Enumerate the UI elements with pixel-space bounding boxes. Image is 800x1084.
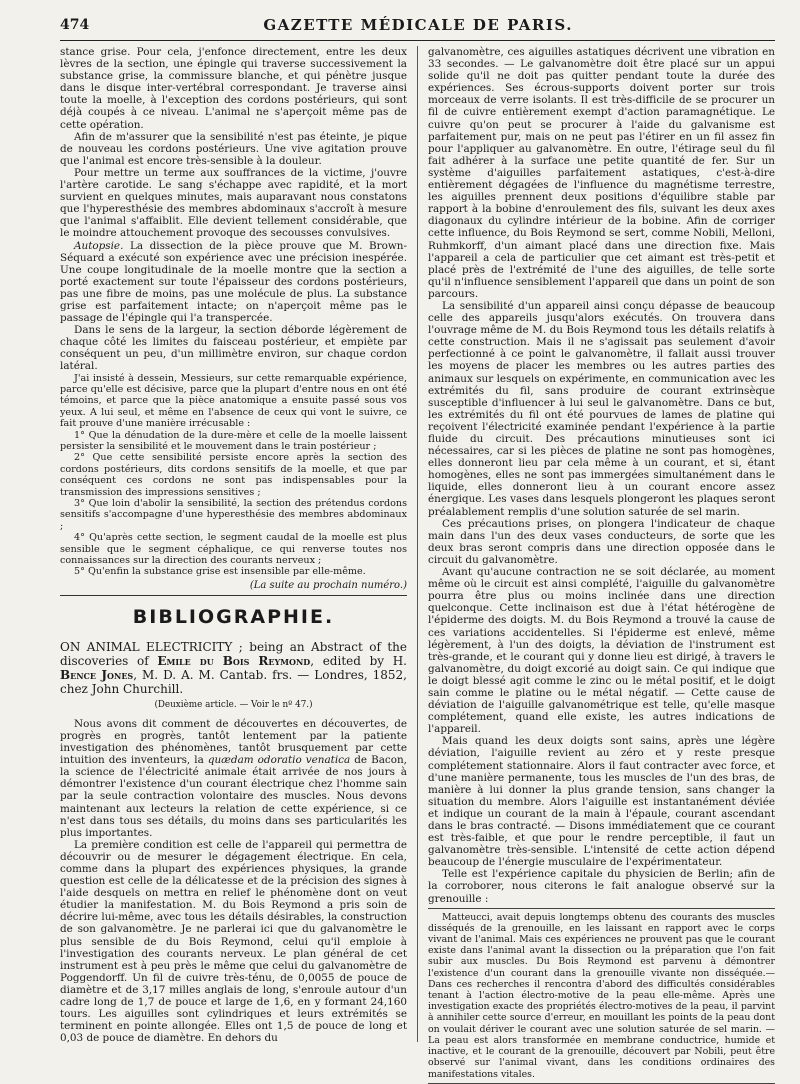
- quoted-block: [428, 908, 775, 1084]
- paragraph: galvanomètre, ces aiguilles astatiques décrivent une vibration en 33 secondes. — Le galvanomètre doit être placé sur un appui solide qu'il ne doit pas quitter pendant toute la durée des expériences. Ses écrous-supports doivent porter sur trois morceaux de verre isolants. Il est très-difficile de se procurer un fil de cuivre entièrement exempt d'action paramagnétique. Le cuivre qu'on peut se procurer à l'aide du galvanisme est parfaitement pur, mais on ne peut pas l'étirer en un fil assez fin pour l'appliquer au galvanomètre. En outre, l'étirage seul du fil fait adhérer à la surface une petite quantité de fer. Sur un système d'aiguilles parfaitement astatiques, c'est-à-dire entièrement dégagées de l'influence du magnétisme terrestre, les aiguilles prennent deux positions d'équilibre stable par rapport à la bobine d'enroulement des fils, suivant les deux axes diagonaux du cylindre intérieur de la bobine. Afin de corriger cette influence, du Bois Reymond se sert, comme Nobili, Melloni, Ruhmkorff, d'un aimant placé dans une direction fixe. Mais l'appareil a cela de particulier que cet aimant est très-petit et placé près de l'extrémité de l'une des aiguilles, de telle sorte qu'il n'influence sensiblement l'appareil que dans un point de son parcours.: [428, 46, 775, 300]
- article-note: (Deuxième article. — Voir le nº 47.): [154, 699, 313, 710]
- paragraph: Mais quand les deux doigts sont sains, après une légère déviation, l'aiguille revient au zéro et y reste presque complétement stationnaire. Alors il faut contracter avec force, et d'une manière permanente, tous les muscles de l'un des bras, de manière à lui donner la plus grande tension, sans changer la situation du membre. Alors l'aiguille est instantanément déviée et indique un courant de la main à l'épaule, courant ascendant dans le bras contracté. — Disons immédiatement que ce courant est très-faible, et que pour le rendre perceptible, il faut un galvanomètre très-sensible. L'intensité de cette action dépend beaucoup de l'énergie musculaire de l'expérimentateur.: [428, 735, 775, 869]
- paragraph: La sensibilité d'un appareil ainsi conçu dépasse de beaucoup celle des appareils jusqu'alors exécutés. On trouvera dans l'ouvrage même de M. du Bois Reymond tous les détails relatifs à cette construction. Mais il ne s'agissait pas seulement d'avoir perfectionné à ce point le galvanomètre, il fallait aussi trouver les moyens de placer les membres ou les autres parties des animaux sur lesquels on expérimente, en communication avec les extrémités du fil, sans produire de courant extrinsèque susceptible d'influencer à lui seul le galvanomètre. Dans ce but, les extrémités du fil ont été pourvues de lames de platine qui reçoivent l'électricité examinée pendant l'expérience à la partie fluide du circuit. Des précautions minutieuses sont ici nécessaires, car si les pièces de platine ne sont pas homogènes, elles donneront lieu par cela même à un courant, et si, étant homogènes, elles ne sont pas immergées simultanément dans le liquide, elles donneront lieu à un courant encore assez énergique. Les vases dans lesquels plongeront les plaques seront préalablement remplis d'une solution saturée de sel marin.: [428, 299, 775, 518]
- paragraph: Nous avons dit comment de découvertes en découvertes, de progrès en progrès, tantôt lentement par la patiente investigation des phénomènes, tantôt brusquement par cette intuition des inventeurs, la quædam odoratio venatica de Bacon, la science de l'électricité animale était arrivée de nos jours à démontrer l'existence d'un courant électrique chez l'homme sain par la seule contraction volontaire des muscles. Nous devons maintenant aux lecteurs la relation de cette expérience, si ce n'est dans tous ses détails, du moins dans ses particularités les plus importantes.: [60, 717, 407, 839]
- conclusions-block: [60, 373, 407, 578]
- page-number: 474: [60, 17, 90, 33]
- paragraph: stance grise. Pour cela, j'enfonce directement, entre les deux lèvres de la section, une épingle qui traverse successivement la substance grise, la commissure blanche, et qui pénètre jusque dans le disque inter-vertébral correspondant. Je traverse ainsi toute la moelle, à l'exception des cordons postérieurs, qui sont déjà coupés à ce niveau. L'animal ne s'aperçoit même pas de cette opération.: [60, 46, 407, 131]
- list-item: 2° Que cette sensibilité persiste encore après la section des cordons postérieurs, dits cordons sensitifs de la moelle, et que par conséquent ces cordons ne sont pas indispensables pour la transmission des impressions sensitives ;: [60, 452, 407, 498]
- list-item: 3° Que loin d'abolir la sensibilité, la section des prétendus cordons sensitifs s'accompagne d'une hyperesthésie des membres abdominaux ;: [60, 498, 407, 532]
- left-column: [60, 46, 407, 1045]
- paragraph: Ces précautions prises, on plongera l'indicateur de chaque main dans l'un des deux vases conducteurs, de sorte que les deux bras seront compris dans une direction opposée dans le circuit du galvanomètre.: [428, 517, 775, 566]
- continued-note: (La suite au prochain numéro.): [249, 579, 407, 591]
- reference-editor: Bence Jones: [60, 667, 134, 682]
- paragraph: Afin de m'assurer que la sensibilité n'est pas éteinte, je pique de nouveau les cordons postérieurs. Une vive agitation prouve que l'animal est encore très-sensible à la douleur.: [60, 130, 407, 167]
- latin-phrase: quædam odoratio venatica: [207, 754, 351, 767]
- autopsie-label: Autopsie.: [74, 239, 124, 252]
- quote-text: Matteucci, avait depuis longtemps obtenu des courants des muscles disséqués de la grenouille, en les laissant en rapport avec le corps vivant de l'animal. Mais ces expériences ne prouvent pas que le courant existe dans l'animal avant la dissection ou la préparation que l'on fait subir aux muscles. Du Bois Reymond est parvenu à démontrer l'existence d'un courant dans la grenouille vivante non disséquée.— Dans ces recherches il rencontra d'abord des difficultés considérables tenant à l'action électro-motive de la peau elle-même. Après une investigation exacte des propriétés électro-motives de la peau, il parvint à annihiler cette source d'erreur, en mouillant les points de la peau dont on voulait dériver le courant avec une solution saturée de sel marin. — La peau est alors transformée en membrane conductrice, humide et inactive, et le courant de la grenouille, découvert par Nobili, peut être observé sur l'animal vivant, dans les conditions ordinaires des manifestations vitales.: [428, 911, 775, 1080]
- running-header: [60, 10, 775, 41]
- paragraph-autopsie: Autopsie. La dissection de la pièce prouve que M. Brown-Séquard a exécuté son expérience avec une précision inespérée. Une coupe longitudinale de la moelle montre que la section a porté exactement sur toute l'épaisseur des cordons postérieurs, pas une fibre de moins, pas une molécule de plus. La substance grise est parfaitement intacte; on n'aperçoit même pas le passage de l'épingle qui l'a transpercée.: [60, 239, 407, 325]
- journal-title: GAZETTE MÉDICALE DE PARIS.: [263, 16, 573, 34]
- bibliographic-reference: ON ANIMAL ELECTRICITY ; being an Abstract of the discoveries of Emile du Bois Reymond, edited by H. Bence Jones, M. D. A. M. Cantab. frs. — Londres, 1852, chez John Churchill.: [60, 639, 407, 696]
- paragraph: La première condition est celle de l'appareil qui permettra de découvrir ou de mesurer le dégagement électrique. En cela, comme dans la plupart des expériences physiques, la grande question est celle de la délicatesse et de la précision des signes à l'aide desquels on mettra en relief le phénomène dont on veut étudier la manifestation. M. du Bois Reymond a pris soin de décrire lui-même, avec tous les détails désirables, la construction de son galvanomètre. Je ne parlerai ici que du galvanomètre le plus sensible de du Bois Reymond, celui qu'il emploie à l'investigation des courants nerveux. Le plan général de cet instrument est à peu près le même que celui du galvanomètre de Poggendorff. Un fil de cuivre très-ténu, de 0,0055 de pouce de diamètre et de 3,17 milles anglais de long, s'enroule autour d'un cadre long de 1,7 de pouce et large de 1,6, en y formant 24,160 tours. Les aiguilles sont cylindriques et leurs extrémités se terminent en pointe allongée. Elles ont 1,5 de pouce de long et 0,03 de pouce de diamètre. En dehors du: [60, 838, 407, 1045]
- paragraph: J'ai insisté à dessein, Messieurs, sur cette remarquable expérience, parce qu'elle est décisive, parce que la plupart d'entre nous en ont été témoins, et parce que la pièce anatomique a ensuite passé sous vos yeux. A lui seul, et même en l'absence de ceux qui vont le suivre, ce fait prouve d'une manière irrécusable :: [60, 372, 407, 430]
- list-item: 4° Qu'après cette section, le segment caudal de la moelle est plus sensible que le segment céphalique, ce qui renverse toutes nos connaissances sur la direction des courants nerveux ;: [60, 532, 407, 567]
- list-item: 5° Qu'enfin la substance grise est insensible par elle-même.: [74, 566, 366, 578]
- right-column: [428, 46, 775, 1080]
- paragraph: Avant qu'aucune contraction ne se soit déclarée, au moment même où le circuit est ainsi complété, l'aiguille du galvanomètre pourra être plus ou moins inclinée dans une direction quelconque. Cette inclinaison est due à l'état hétérogène de l'épiderme des doigts. M. du Bois Reymond a trouvé la cause de ces variations accidentelles. Si l'épiderme est enlevé, même légèrement, à l'un des doigts, la déviation de l'instrument est très-grande, et le courant qui y donne lieu est dirigé, à travers le galvanomètre, du doigt excorié au doigt sain. Ce qui indique que le doigt blessé agit comme le zinc ou le métal positif, et le doigt sain comme le platine ou le métal négatif. — Cette cause de déviation de l'aiguille galvanométrique est telle, qu'elle masque complétement, quand elle existe, les autres indications de l'appareil.: [428, 566, 775, 736]
- paragraph: Pour mettre un terme aux souffrances de la victime, j'ouvre l'artère carotide. Le sang s'échappe avec rapidité, et la mort survient en quelques minutes, mais auparavant nous constatons que l'hyperesthésie des membres abdominaux s'accroît à mesure que l'animal s'affaiblit. Elle devient tellement considérable, que le moindre attouchement provoque des secousses convulsives.: [60, 166, 407, 240]
- column-rule: [417, 46, 418, 1042]
- paragraph: Telle est l'expérience capitale du physicien de Berlin; afin de la corroborer, nous citerons le fait analogue observé sur la grenouille :: [428, 868, 775, 905]
- two-column-body: [60, 46, 775, 1080]
- paragraph: Dans le sens de la largeur, la section déborde légèrement de chaque côté les limites du faisceau postérieur, et empiète par conséquent un peu, d'un millimètre environ, sur chaque cordon latéral.: [60, 324, 407, 373]
- list-item: 1° Que la dénudation de la dure-mère et celle de la moelle laissent persister la sensibilité et le mouvement dans le train postérieur ;: [60, 429, 407, 452]
- section-divider: [60, 595, 407, 596]
- section-heading: BIBLIOGRAPHIE.: [132, 605, 335, 628]
- reference-author: Emile du Bois Reymond: [157, 653, 311, 668]
